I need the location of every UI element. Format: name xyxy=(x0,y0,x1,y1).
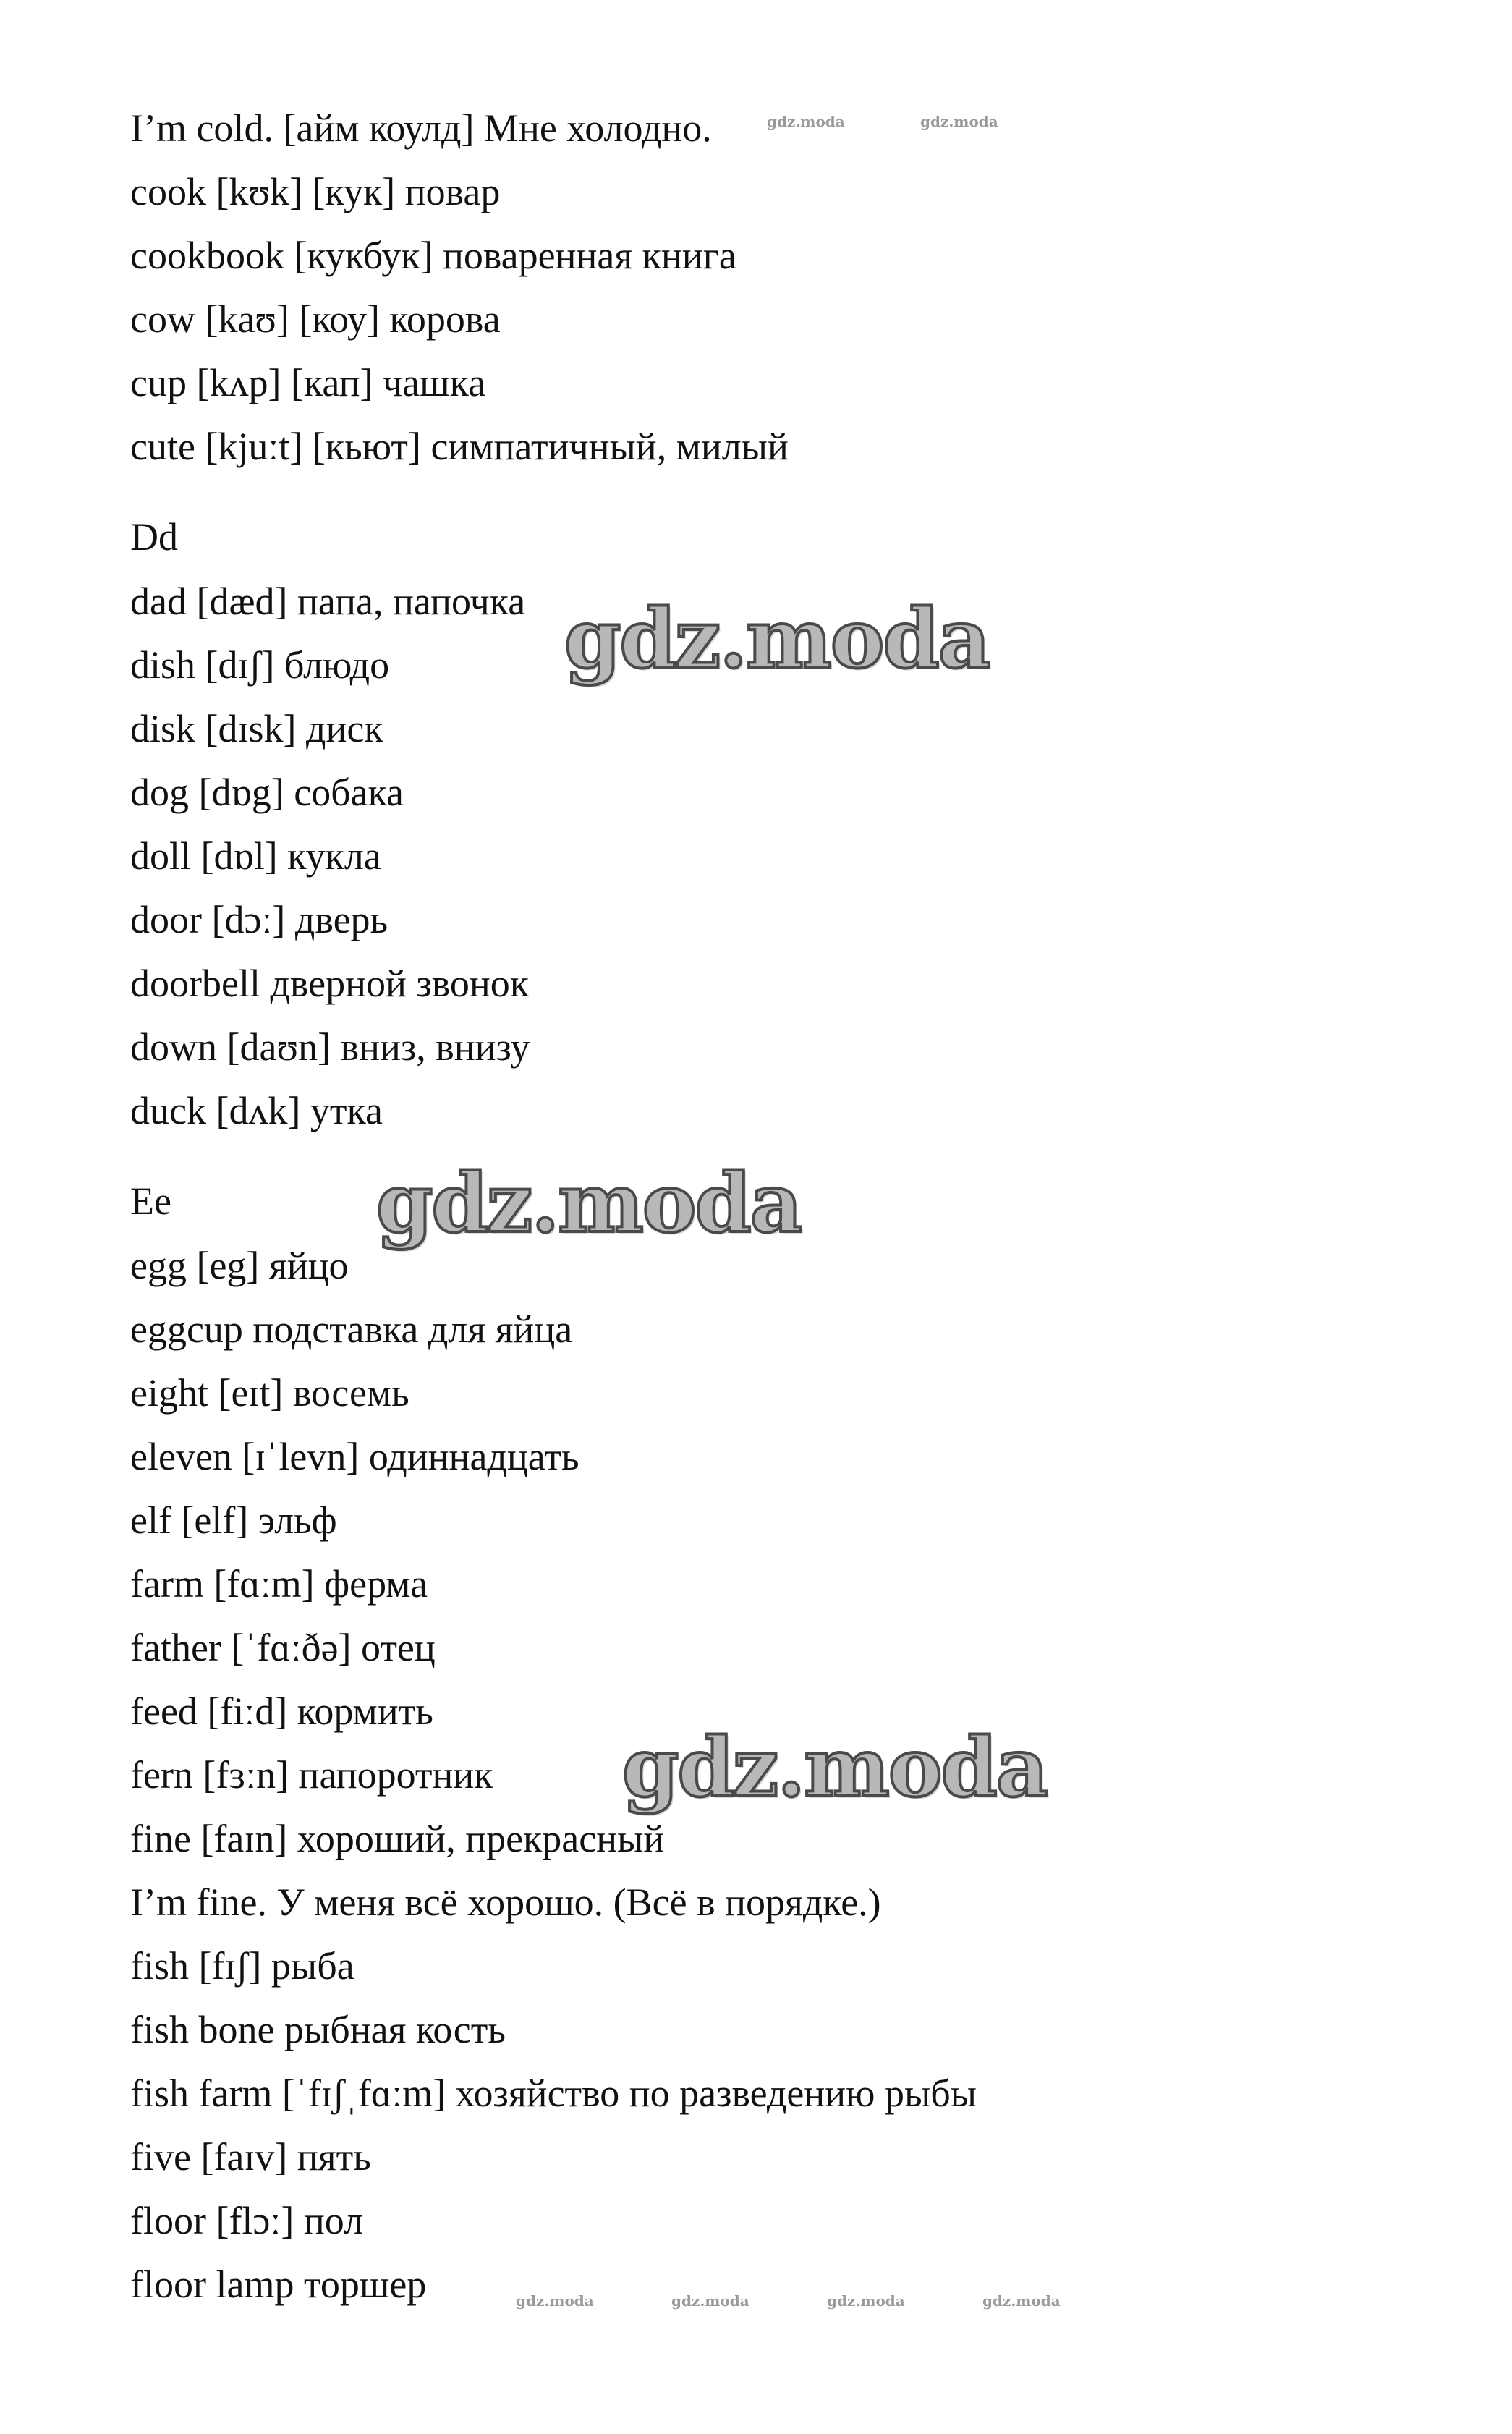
word-entry: duck [dʌk] утка xyxy=(130,1089,383,1132)
section-letter-heading: Dd xyxy=(130,515,178,559)
word-entry: fern [fɜːn] папоротник xyxy=(130,1753,493,1797)
word-entry: eggcup подставка для яйца xyxy=(130,1307,573,1351)
word-entry: fine [faɪn] хороший, прекрасный xyxy=(130,1817,665,1860)
word-entry: I’m fine. У меня всё хорошо. (Всё в порядке.) xyxy=(130,1880,881,1924)
word-entry: eleven [ɪˈlevn] одиннадцать xyxy=(130,1435,579,1478)
word-entry: father [ˈfɑːðə] отец xyxy=(130,1626,436,1669)
word-entry: dish [dɪʃ] блюдо xyxy=(130,643,390,687)
word-entry: dad [dæd] папа, папочка xyxy=(130,580,526,623)
watermark-small: gdz.moda xyxy=(671,2292,749,2310)
word-entry: farm [fɑːm] ферма xyxy=(130,1562,428,1606)
watermark-small: gdz.moda xyxy=(827,2292,905,2310)
word-entry: feed [fiːd] кормить xyxy=(130,1689,433,1733)
section-letter-heading: Ee xyxy=(130,1179,171,1223)
word-entry: fish [fɪʃ] рыба xyxy=(130,1944,354,1988)
watermark-small: gdz.moda xyxy=(920,113,998,130)
watermark-small: gdz.moda xyxy=(516,2292,594,2310)
word-entry: cookbook [кукбук] поваренная книга xyxy=(130,234,736,277)
word-entry: five [faɪv] пять xyxy=(130,2135,371,2179)
word-entry: fish farm [ˈfɪʃˌfɑːm] хозяйство по разведению рыбы xyxy=(130,2072,977,2115)
word-entry: cow [kaʊ] [коу] корова xyxy=(130,297,501,341)
word-entry: elf [elf] эльф xyxy=(130,1498,337,1542)
word-entry: I’m cold. [айм коулд] Мне холодно. xyxy=(130,106,712,150)
word-entry: door [dɔː] дверь xyxy=(130,898,388,941)
word-entry: egg [eg] яйцо xyxy=(130,1244,349,1287)
word-entry: eight [eɪt] восемь xyxy=(130,1371,409,1415)
word-entry: floor [flɔː] пол xyxy=(130,2199,364,2242)
word-entry: cook [kʊk] [кук] повар xyxy=(130,170,501,213)
word-entry: down [daʊn] вниз, внизу xyxy=(130,1025,530,1069)
watermark-large: gdz.moda xyxy=(376,1156,802,1251)
watermark-small: gdz.moda xyxy=(982,2292,1061,2310)
word-entry: floor lamp торшер xyxy=(130,2263,427,2306)
word-entry: cute [kjuːt] [кьют] симпатичный, милый xyxy=(130,425,789,468)
word-entry: cup [kʌp] [кап] чашка xyxy=(130,361,486,404)
word-entry: doll [dɒl] кукла xyxy=(130,834,381,878)
word-entry: disk [dɪsk] диск xyxy=(130,707,383,750)
word-entry: doorbell дверной звонок xyxy=(130,962,529,1005)
watermark-large: gdz.moda xyxy=(622,1721,1048,1815)
watermark-large: gdz.moda xyxy=(564,592,990,687)
word-entry: fish bone рыбная кость xyxy=(130,2008,506,2051)
watermark-small: gdz.moda xyxy=(767,113,845,130)
word-entry: dog [dɒg] собака xyxy=(130,771,404,814)
